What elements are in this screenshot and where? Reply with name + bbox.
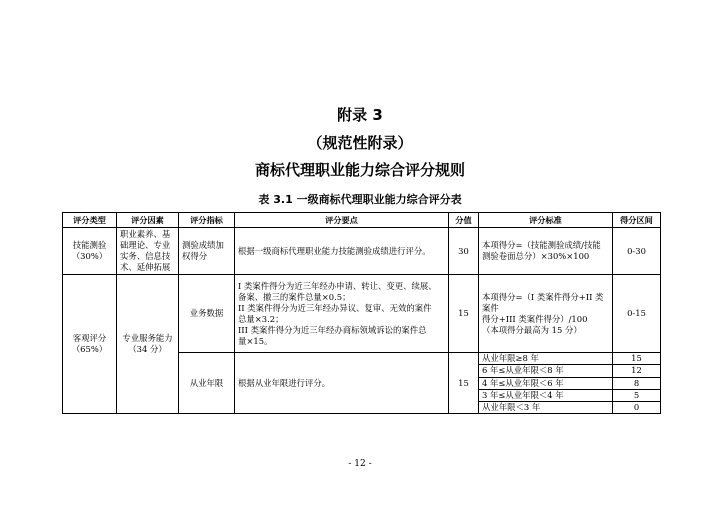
cell-range: 0-30 <box>613 228 661 275</box>
col-header-standard: 评分标准 <box>479 213 613 228</box>
tier-label: 3 年≤从业年限＜4 年 <box>479 389 613 401</box>
normative-label: （规范性附录） <box>307 134 413 152</box>
cell-indicator: 从业年限 <box>179 353 235 413</box>
col-header-indicator: 评分指标 <box>179 213 235 228</box>
document-title: 商标代理职业能力综合评分规则 <box>254 161 465 179</box>
col-header-range: 得分区间 <box>613 213 661 228</box>
appendix-number: 附录 3 <box>337 106 383 124</box>
tier-score: 12 <box>613 365 661 377</box>
tier-score: 0 <box>613 401 661 413</box>
tier-score: 15 <box>613 353 661 365</box>
cell-indicator: 测验成绩加权得分 <box>179 228 235 275</box>
cell-type: 客观评分（65%） <box>63 275 117 413</box>
points-line: 备案、撤三的案件总量×0.5； <box>238 291 351 302</box>
table-row <box>63 275 661 353</box>
cell-factor: 专业服务能力（34 分） <box>117 275 179 413</box>
scoring-table <box>62 212 661 414</box>
cell-range: 0-15 <box>613 275 661 353</box>
col-header-score: 分值 <box>449 213 479 228</box>
cell-points: 根据一级商标代理职业能力技能测验成绩进行评分。 <box>235 228 449 275</box>
cell-standard <box>479 275 613 353</box>
cell-type: 技能测验（30%） <box>63 228 117 275</box>
standard-line: （本项得分最高为 15 分） <box>482 324 582 335</box>
standard-line: 本项得分=（I 类案件得分+II 类案件 <box>482 291 604 313</box>
col-header-points: 评分要点 <box>235 213 449 228</box>
standard-line: 得分+III 类案件得分）/100 <box>482 313 588 324</box>
cell-score: 15 <box>449 275 479 353</box>
tier-score: 8 <box>613 377 661 389</box>
table-header-row <box>63 213 661 228</box>
col-header-type: 评分类型 <box>63 213 117 228</box>
points-line: I 类案件得分为近三年经办申请、转让、变更、续展、 <box>238 280 437 291</box>
cell-points <box>235 275 449 353</box>
tier-label: 4 年≤从业年限＜6 年 <box>479 377 613 389</box>
tier-label: 6 年≤从业年限＜8 年 <box>479 365 613 377</box>
col-header-factor: 评分因素 <box>117 213 179 228</box>
table-row <box>63 228 661 275</box>
tier-label: 从业年限＜3 年 <box>479 401 613 413</box>
points-line: 总量×3.2； <box>238 313 284 324</box>
page-number: - 12 - <box>348 459 372 469</box>
points-line: III 类案件得分为近三年经办商标领域诉讼的案件总 <box>238 324 427 335</box>
table-caption: 表 3.1 一级商标代理职业能力综合评分表 <box>258 193 462 206</box>
cell-score: 30 <box>449 228 479 275</box>
cell-indicator: 业务数据 <box>179 275 235 353</box>
cell-points: 根据从业年限进行评分。 <box>235 353 449 413</box>
points-line: II 类案件得分为近三年经办异议、复审、无效的案件 <box>238 302 432 313</box>
cell-standard: 本项得分=（技能测验成绩/技能测验卷面总分）×30%×100 <box>479 228 613 275</box>
cell-factor: 职业素养、基础理论、专业实务、信息技术、延伸拓展 <box>117 228 179 275</box>
tier-label: 从业年限≥8 年 <box>479 353 613 365</box>
points-line: 量×15。 <box>238 336 273 347</box>
cell-score: 15 <box>449 353 479 413</box>
tier-score: 5 <box>613 389 661 401</box>
